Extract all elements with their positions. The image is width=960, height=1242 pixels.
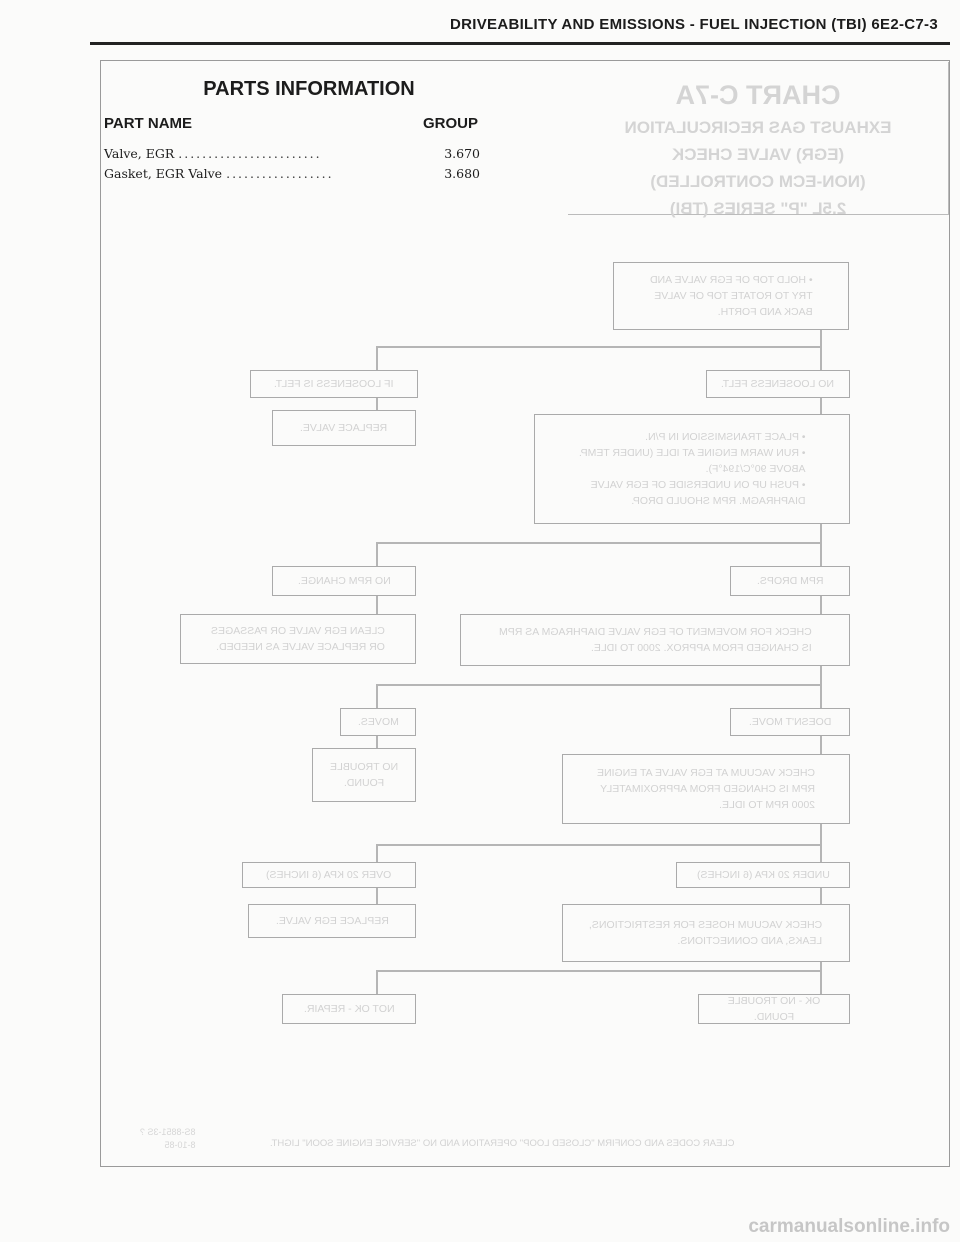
leader-dots: ........................	[178, 146, 322, 161]
flow-connector	[376, 684, 378, 708]
flow-box-rotate-check	[613, 262, 849, 330]
flow-box-check-hoses	[562, 904, 850, 962]
flow-box-moves	[340, 708, 416, 736]
flow-box-diaphragm-test	[534, 414, 850, 524]
flow-box-text: CHECK VACUUM HOSES FOR RESTRICTIONS, LEAKS, AND CONNECTIONS.	[589, 919, 823, 947]
flow-box-over-20kpa	[242, 862, 416, 888]
flow-connector	[376, 734, 378, 748]
flow-connector	[820, 844, 822, 862]
chart-subtitle-4: 2.5L "P" SERIES (TBI)	[669, 199, 847, 218]
parts-row	[104, 166, 484, 181]
part-group: 3.670	[444, 146, 480, 161]
flow-connector	[376, 542, 822, 544]
flow-box-doesnt-move	[730, 708, 850, 736]
flow-connector	[820, 328, 822, 348]
flow-connector	[820, 734, 822, 754]
flow-box-text: MOVES.	[357, 716, 399, 728]
flow-connector	[820, 822, 822, 846]
flow-connector	[376, 346, 822, 348]
flow-box-text: • HOLD TOP OF EGR VALVE AND TRY TO ROTATE TOP OF VALVE BACK AND FORTH.	[649, 274, 813, 318]
flow-connector	[376, 844, 378, 862]
chart-title: CHART C-7A	[675, 80, 841, 110]
flow-box-text: IF LOOSENESS IS FELT.	[274, 378, 394, 390]
flow-box-under-20kpa	[676, 862, 850, 888]
part-name: Valve, EGR	[104, 146, 175, 161]
flow-box-text: CHECK VACUUM AT EGR VALVE AT ENGINE RPM IS CHANGED FROM APPROXIMATELY 2000 RPM TO IDLE.	[596, 767, 816, 811]
flow-box-no-trouble-found	[312, 748, 416, 802]
figure-code: 8S-8851-3S ? 8-10-85	[140, 1127, 196, 1150]
flow-box-text: REPLACE EGR VALVE.	[275, 915, 389, 927]
flow-box-no-rpm-change	[272, 566, 416, 596]
flow-box-text: NO TROUBLE FOUND.	[329, 761, 399, 789]
flow-connector	[820, 346, 822, 370]
flow-connector	[820, 886, 822, 904]
flow-box-looseness-felt	[250, 370, 418, 398]
flow-box-text: NOT OK - REPAIR.	[303, 1003, 395, 1015]
flow-connector	[820, 594, 822, 614]
flow-connector	[376, 970, 378, 994]
flow-connector	[376, 684, 822, 686]
flow-box-rpm-drops	[730, 566, 850, 596]
flow-connector	[820, 970, 822, 994]
flow-connector	[820, 396, 822, 414]
flow-box-text: NO RPM CHANGE.	[297, 575, 391, 587]
flow-box-text: REPLACE VALVE.	[300, 422, 388, 434]
flow-box-ok-no-trouble	[698, 994, 850, 1024]
flow-box-vacuum-check	[562, 754, 850, 824]
flow-connector	[376, 970, 822, 972]
flow-box-text: • PLACE TRANSMISSION IN P/N. • RUN WARM ENGINE AT IDLE (UNDER TEMP. ABOVE 90°C/194°F). • PUSH UP ON UNDERSIDE OF EGR VALVE DIAPHRAGM. RPM SHOULD DROP.	[578, 431, 806, 507]
flow-box-text: CHECK FOR MOVEMENT OF EGR VALVE DIAPHRAGM AS RPM IS CHANGED FROM APPROX. 2000 TO IDLE.	[498, 626, 812, 654]
flow-connector	[376, 844, 822, 846]
flow-box-text: OK - NO TROUBLE FOUND.	[727, 995, 821, 1023]
flow-connector	[820, 684, 822, 708]
flow-box-text: RPM DROPS.	[756, 575, 824, 587]
leader-dots: ..................	[226, 166, 334, 181]
page-header-title: DRIVEABILITY AND EMISSIONS - FUEL INJECTION (TBI) 6E2-C7-3	[449, 16, 938, 33]
flow-box-not-ok-repair	[282, 994, 416, 1024]
flow-box-text: OVER 20 KPA (6 INCHES)	[266, 869, 392, 881]
flow-connector	[376, 886, 378, 904]
parts-row	[104, 146, 484, 161]
flow-connector	[376, 346, 378, 370]
flow-connector	[376, 594, 378, 614]
part-name: Gasket, EGR Valve	[104, 166, 223, 181]
parts-information	[104, 78, 484, 186]
flow-box-movement-check	[460, 614, 850, 666]
flow-connector	[820, 522, 822, 544]
flow-box-no-looseness	[706, 370, 850, 398]
flow-box-text: UNDER 20 KPA (6 INCHES)	[696, 869, 830, 881]
chart-subtitle-3: (NON-ECM CONTROLLED)	[650, 172, 866, 191]
parts-title: PARTS INFORMATION	[203, 78, 415, 100]
flow-box-replace-valve	[272, 410, 416, 446]
flow-connector	[376, 396, 378, 410]
parts-col-group: GROUP	[422, 115, 478, 132]
flow-box-text: NO LOOSENESS FELT.	[721, 378, 835, 390]
flow-box-text: CLEAN EGR VALVE OR PASSAGES OR REPLACE VALVE AS NEEDED.	[211, 625, 385, 653]
chart-subtitle-1: EXHAUST GAS RECIRCULATION	[624, 118, 892, 137]
watermark: carmanualsonline.info	[748, 1216, 950, 1237]
chart-footer-note: CLEAR CODES AND CONFIRM "CLOSED LOOP" OPERATION AND NO "SERVICE ENGINE SOON" LIGHT.	[270, 1138, 735, 1149]
part-group: 3.680	[444, 166, 480, 181]
page-header	[90, 12, 950, 45]
parts-col-name: PART NAME	[104, 115, 193, 132]
flow-box-replace-egr-valve	[248, 904, 416, 938]
flow-box-clean-valve	[180, 614, 416, 664]
parts-header-row	[104, 115, 484, 132]
flow-connector	[820, 664, 822, 686]
flow-connector	[820, 542, 822, 566]
chart-title-block	[568, 62, 949, 218]
chart-subtitle-2: (EGR) VALVE CHECK	[671, 145, 845, 164]
flow-box-text: DOESN'T MOVE.	[748, 716, 832, 728]
flow-connector	[376, 542, 378, 566]
